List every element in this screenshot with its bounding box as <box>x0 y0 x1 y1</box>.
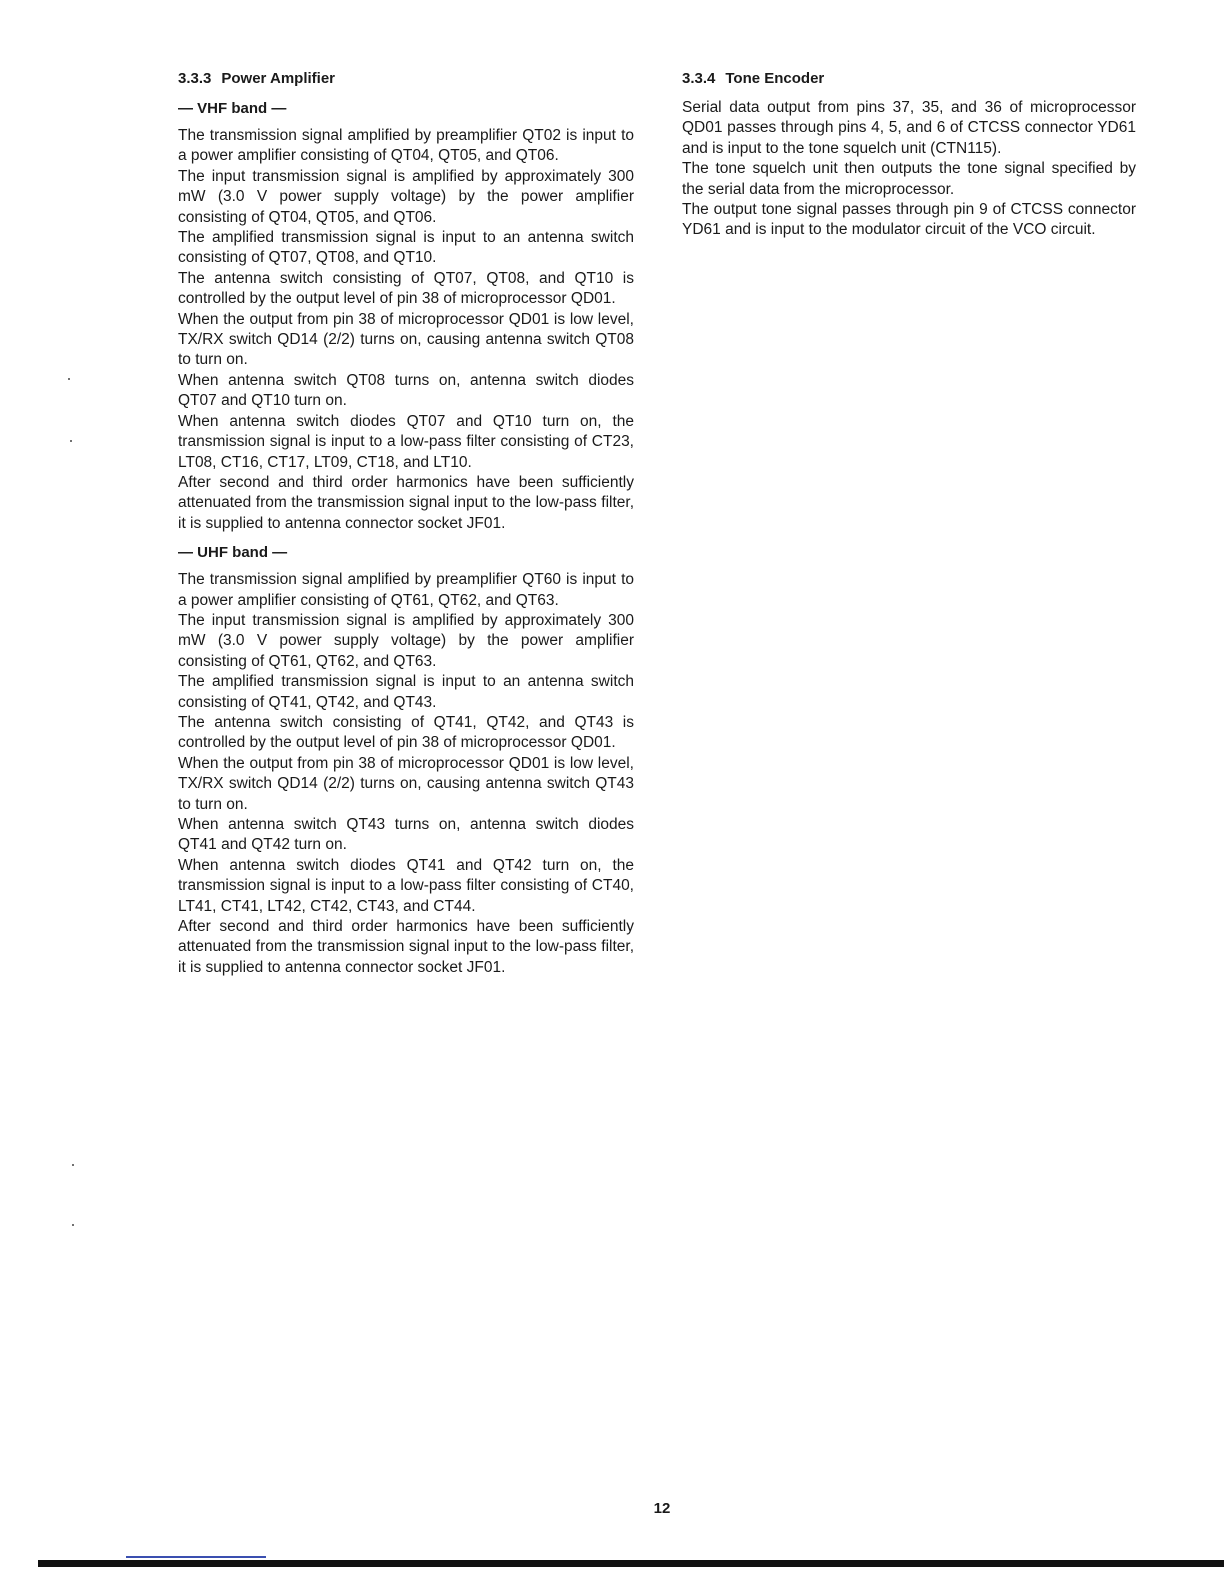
uhf-band-label: — UHF band — <box>178 544 288 562</box>
paragraph: The amplified transmission signal is input to an antenna switch consisting of QT07, QT08, and QT10. <box>178 229 634 267</box>
paragraph: The tone squelch unit then outputs the tone signal specified by the serial data from the microprocessor. <box>682 160 1136 198</box>
paragraph: The output tone signal passes through pin 9 of CTCSS connector YD61 and is input to the modulator circuit of the VCO circuit. <box>682 201 1136 239</box>
paragraph: After second and third order harmonics have been sufficiently attenuated from the transmission signal input to the low-pass filter, it is supplied to antenna connector socket JF01. <box>178 473 634 532</box>
bottom-rule <box>38 1560 1224 1567</box>
scan-speck <box>68 378 70 380</box>
left-column <box>178 68 634 978</box>
tone-encoder-body <box>682 98 1136 241</box>
paragraph: The antenna switch consisting of QT41, QT42, and QT43 is controlled by the output level of pin 38 of microprocessor QD01. <box>178 713 634 752</box>
paragraph: The amplified transmission signal is input to an antenna switch consisting of QT41, QT42, and QT43. <box>178 673 634 711</box>
paragraph: When antenna switch QT08 turns on, antenna switch diodes QT07 and QT10 turn on. <box>178 371 634 410</box>
section-title: Tone Encoder <box>725 70 825 87</box>
paragraph: After second and third order harmonics have been sufficiently attenuated from the transmission signal input to the low-pass filter, it is supplied to antenna connector socket JF01. <box>178 918 634 976</box>
paragraph: When antenna switch diodes QT41 and QT42 turn on, the transmission signal is input to a low-pass filter consisting of CT40, LT41, CT41, LT42, CT42, CT43, and CT44. <box>178 856 634 915</box>
paragraph: When the output from pin 38 of microprocessor QD01 is low level, TX/RX switch QD14 (2/2) turns on, causing antenna switch QT08 to turn on. <box>178 310 634 369</box>
section-number: 3.3.4 <box>682 70 716 87</box>
paragraph: When antenna switch QT43 turns on, antenna switch diodes QT41 and QT42 turn on. <box>178 816 634 854</box>
paragraph: The antenna switch consisting of QT07, QT08, and QT10 is controlled by the output level of pin 38 of microprocessor QD01. <box>178 269 634 308</box>
paragraph: The transmission signal amplified by preamplifier QT60 is input to a power amplifier consisting of QT61, QT62, and QT63. <box>178 571 634 609</box>
scan-speck <box>70 440 72 442</box>
section-heading-tone-encoder <box>682 68 1136 90</box>
page-number: 12 <box>653 1500 671 1517</box>
section-title: Power Amplifier <box>221 70 336 87</box>
right-column <box>682 68 1136 241</box>
paragraph: Serial data output from pins 37, 35, and 36 of microprocessor QD01 passes through pins 4, 5, and 6 of CTCSS connector YD61 and is input to the tone squelch unit (CTN115). <box>682 99 1136 157</box>
paragraph: When the output from pin 38 of microprocessor QD01 is low level, TX/RX switch QD14 (2/2) turns on, causing antenna switch QT43 to turn on. <box>178 754 634 813</box>
paragraph: When antenna switch diodes QT07 and QT10 turn on, the transmission signal is input to a low-pass filter consisting of CT23, LT08, CT16, CT17, LT09, CT18, and LT10. <box>178 412 634 471</box>
paragraph: The input transmission signal is amplified by approximately 300 mW (3.0 V power supply voltage) by the power amplifier consisting of QT61, QT62, and QT63. <box>178 611 634 670</box>
vhf-band-label: — VHF band — <box>178 100 287 117</box>
section-heading-power-amplifier <box>178 68 634 90</box>
paragraph: The input transmission signal is amplified by approximately 300 mW (3.0 V power supply voltage) by the power amplifier consisting of QT04, QT05, and QT06. <box>178 167 634 226</box>
vhf-body <box>178 126 634 534</box>
paragraph: The transmission signal amplified by preamplifier QT02 is input to a power amplifier consisting of QT04, QT05, and QT06. <box>178 127 634 165</box>
section-number: 3.3.3 <box>178 70 212 87</box>
scan-speck <box>72 1164 74 1166</box>
scan-speck <box>72 1224 74 1226</box>
bottom-rule-accent <box>126 1556 266 1558</box>
uhf-body <box>178 570 634 978</box>
